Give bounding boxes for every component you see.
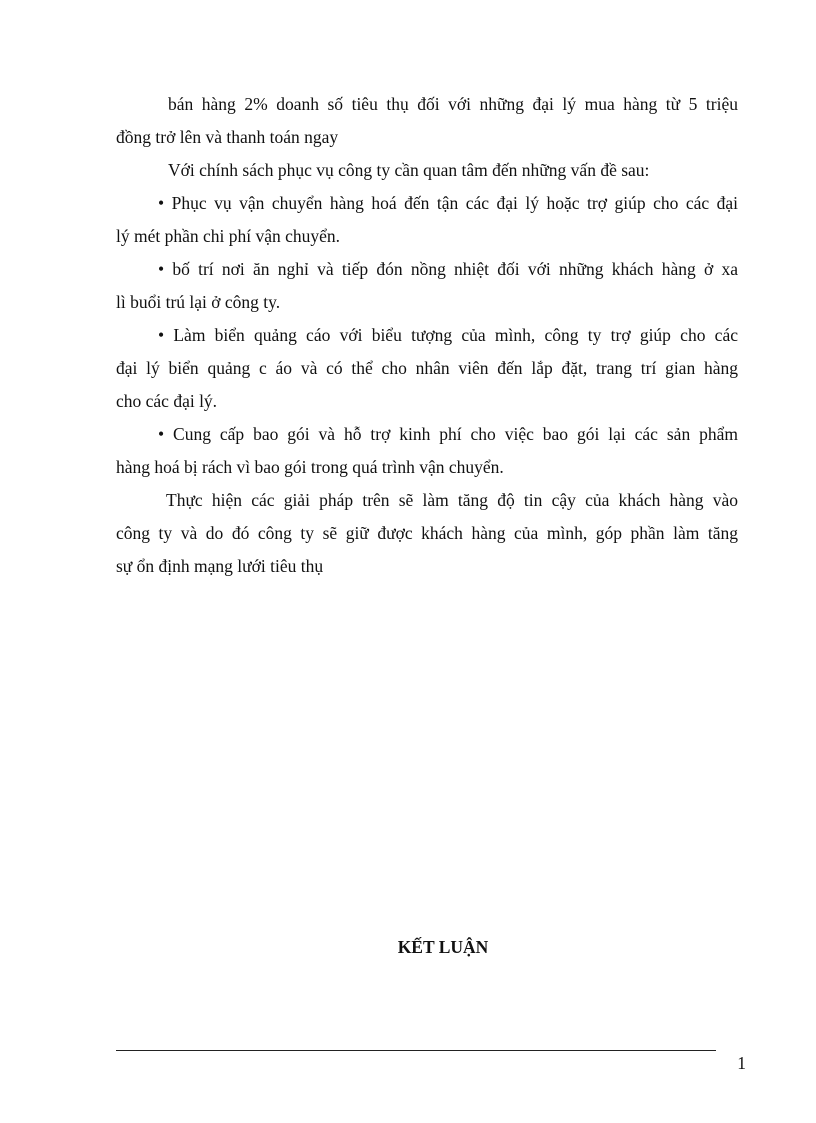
footer-divider [116,1050,716,1051]
bullet-line: • Phục vụ vận chuyển hàng hoá đến tận các đại lý hoặc trợ giúp cho các đại [158,193,738,213]
text-line: công ty và do đó công ty sẽ giữ được khách hàng của mình, góp phần làm tăng [116,523,738,543]
text-line: lý mét phần chi phí vận chuyển. [116,226,341,246]
bullet-line: • Làm biển quảng cáo với biểu tượng của mình, công ty trợ giúp cho các [158,325,738,345]
text-line: hàng hoá bị rách vì bao gói trong quá trình vận chuyển. [116,457,504,477]
text-line: Thực hiện các giải pháp trên sẽ làm tăng độ tin cậy của khách hàng vào [166,490,738,510]
text-line: đại lý biển quảng c áo và có thể cho nhân viên đến lắp đặt, trang trí gian hàng [116,358,738,378]
page-number: 1 [737,1053,746,1073]
bullet-line: • Cung cấp bao gói và hỗ trợ kinh phí cho việc bao gói lại các sản phẩm [158,424,738,444]
text-line: lì buổi trú lại ở công ty. [116,292,281,312]
text-line: cho các đại lý. [116,391,218,411]
text-line: Với chính sách phục vụ công ty cần quan tâm đến những vấn đề sau: [168,160,650,180]
bullet-line: • bố trí nơi ăn nghỉ và tiếp đón nồng nhiệt đối với những khách hàng ở xa [158,259,738,279]
text-line: sự ổn định mạng lưới tiêu thụ [116,556,324,576]
body-text [116,88,738,583]
text-line: đồng trở lên và thanh toán ngay [116,127,339,147]
text-line: bán hàng 2% doanh số tiêu thụ đối với những đại lý mua hàng từ 5 triệu [168,94,738,114]
section-heading: KẾT LUẬN [397,937,489,957]
